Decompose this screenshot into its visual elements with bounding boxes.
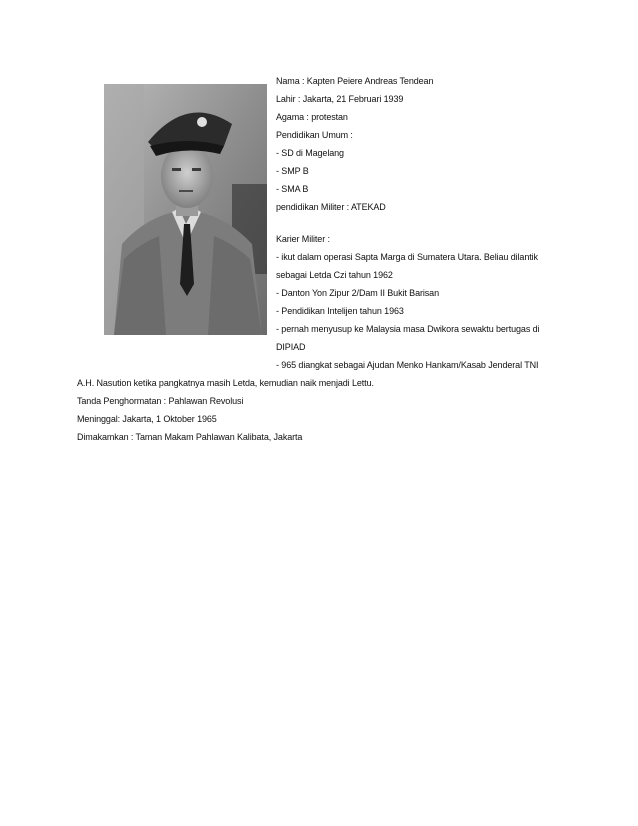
portrait-photo — [104, 84, 267, 335]
military-career-label: Karier Militer : — [276, 234, 330, 244]
name-line: Nama : Kapten Peiere Andreas Tendean — [276, 76, 434, 86]
burial-line: Dimakamkan : Taman Makam Pahlawan Kalibata, Jakarta — [77, 432, 303, 442]
education-item: - SD di Magelang — [276, 148, 344, 158]
career-line: DIPIAD — [276, 342, 306, 352]
career-line: - Danton Yon Zipur 2/Dam II Bukit Barisan — [276, 288, 439, 298]
career-line: sebagai Letda Czi tahun 1962 — [276, 270, 393, 280]
career-continuation-line: A.H. Nasution ketika pangkatnya masih Letda, kemudian naik menjadi Lettu. — [77, 378, 374, 388]
career-line: - pernah menyusup ke Malaysia masa Dwikora sewaktu bertugas di — [276, 324, 540, 334]
portrait-image — [104, 84, 267, 335]
general-education-label: Pendidikan Umum : — [276, 130, 353, 140]
career-line: - Pendidikan Intelijen tahun 1963 — [276, 306, 404, 316]
death-line: Meninggal: Jakarta, 1 Oktober 1965 — [77, 414, 217, 424]
education-item: - SMP B — [276, 166, 309, 176]
career-line: - 965 diangkat sebagai Ajudan Menko Hankam/Kasab Jenderal TNI — [276, 360, 539, 370]
birth-line: Lahir : Jakarta, 21 Februari 1939 — [276, 94, 404, 104]
military-education-line: pendidikan Militer : ATEKAD — [276, 202, 386, 212]
religion-line: Agama : protestan — [276, 112, 348, 122]
education-item: - SMA B — [276, 184, 309, 194]
career-line: - ikut dalam operasi Sapta Marga di Sumatera Utara. Beliau dilantik — [276, 252, 538, 262]
honor-line: Tanda Penghormatan : Pahlawan Revolusi — [77, 396, 244, 406]
